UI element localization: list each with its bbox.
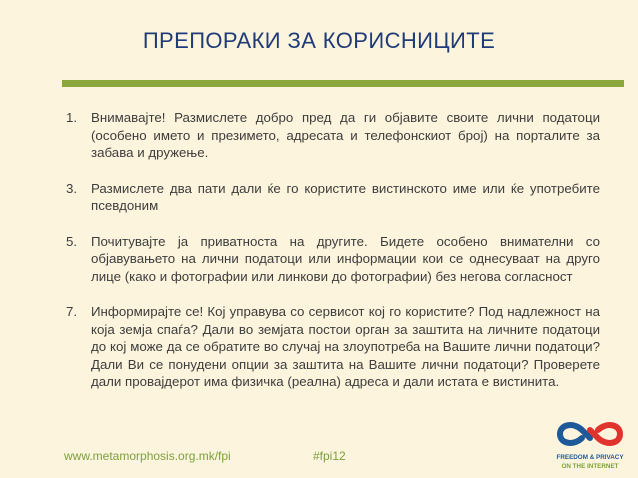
- title-divider: [62, 80, 624, 87]
- logo-line1: FREEDOM & PRIVACY: [556, 454, 624, 461]
- list-item: [66, 233, 600, 286]
- list-item: [66, 303, 600, 391]
- list-item: [66, 109, 600, 162]
- list-item: [66, 180, 600, 215]
- freedom-privacy-logo: [552, 418, 628, 472]
- item-number: 1.: [66, 110, 78, 125]
- item-number: 7.: [66, 304, 78, 319]
- item-text: Внимавајте! Размислете добро пред да ги објавите своите лични податоци (особено името и презимето, адресата и телефонскиот број) на порталите за забава и дружење.: [91, 110, 600, 160]
- item-text: Почитувајте ја приватноста на другите. Бидете особено внимателни со објавувањето на лични податоци или информации кои се однесуваат на друго лице (како и фотографии или линкови до фотографии) без негова согласност: [91, 233, 600, 284]
- logo-line2: ON THE INTERNET: [561, 463, 619, 470]
- item-text: Размислете два пати дали ќе го користите вистинското име или ќе употребите псевдоним: [91, 180, 600, 213]
- item-number: 3.: [66, 180, 78, 196]
- recommendations-list: [66, 109, 600, 409]
- footer-url[interactable]: www.metamorphosis.org.mk/fpi: [64, 449, 231, 463]
- item-number: 5.: [66, 233, 78, 249]
- item-text: Информирајте се! Кој управува со сервисот кој го користите? Под надлежност на која земја спаѓа? Дали во земјата постои орган за заштита на личните податоци до кој може да се обратите во случај на злоупотреба на Вашите лични податоци? Дали Ви се понудени опции за заштита на Вашите лични податоци? Проверете дали провајдерот има физичка (реална) адреса и дали истата е вистинита.: [91, 304, 600, 389]
- infinity-loop-logo-icon: [560, 425, 620, 443]
- slide-title: ПРЕПОРАКИ ЗА КОРИСНИЦИТЕ: [142, 28, 496, 53]
- footer-hashtag: #fpi12: [313, 449, 346, 463]
